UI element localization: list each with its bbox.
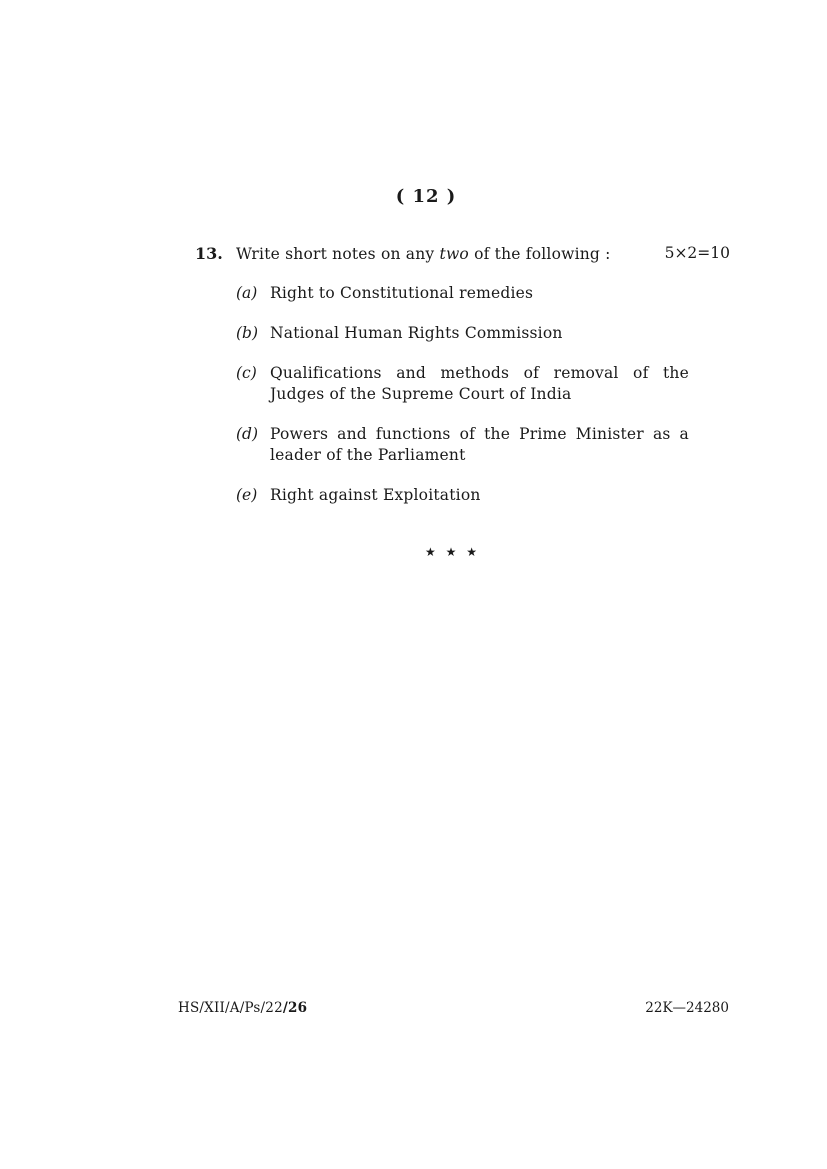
footer-code-prefix: HS/XII/A/Ps/22 [178,1000,283,1016]
end-marker: ★ ★ ★ [425,545,480,559]
question-marks: 5×2=10 [664,244,730,262]
option-label: (a) [236,284,258,302]
page-number: ( 12 ) [395,186,457,207]
option-text: National Human Rights Commission [270,324,563,342]
footer-code-suffix: /26 [282,1000,308,1016]
option-label: (c) [236,364,257,382]
footer-code [178,1000,307,1016]
option-b [236,323,689,344]
footer-serial: 22K—24280 [645,1000,729,1016]
option-d [236,424,689,466]
option-a [236,283,689,304]
question-text [236,245,730,263]
option-text: Right against Exploitation [270,486,481,504]
question-text-before: Write short notes on any [236,245,440,263]
option-c [236,363,689,405]
question-header [195,244,730,263]
option-text: Right to Constitutional remedies [270,284,534,302]
option-label: (d) [236,425,259,443]
question-number: 13. [195,244,223,263]
option-text: Powers and functions of the Prime Minister as a leader of the Parliament [270,425,689,464]
option-text: Qualifications and methods of removal of the Judges of the Supreme Court of India [270,364,689,403]
question-text-after: of the following : [468,245,611,263]
option-e [236,485,689,506]
option-label: (b) [236,324,259,342]
question-text-emphasis: two [439,245,469,263]
options-list [236,283,689,506]
question-13 [195,244,730,525]
option-label: (e) [236,486,258,504]
